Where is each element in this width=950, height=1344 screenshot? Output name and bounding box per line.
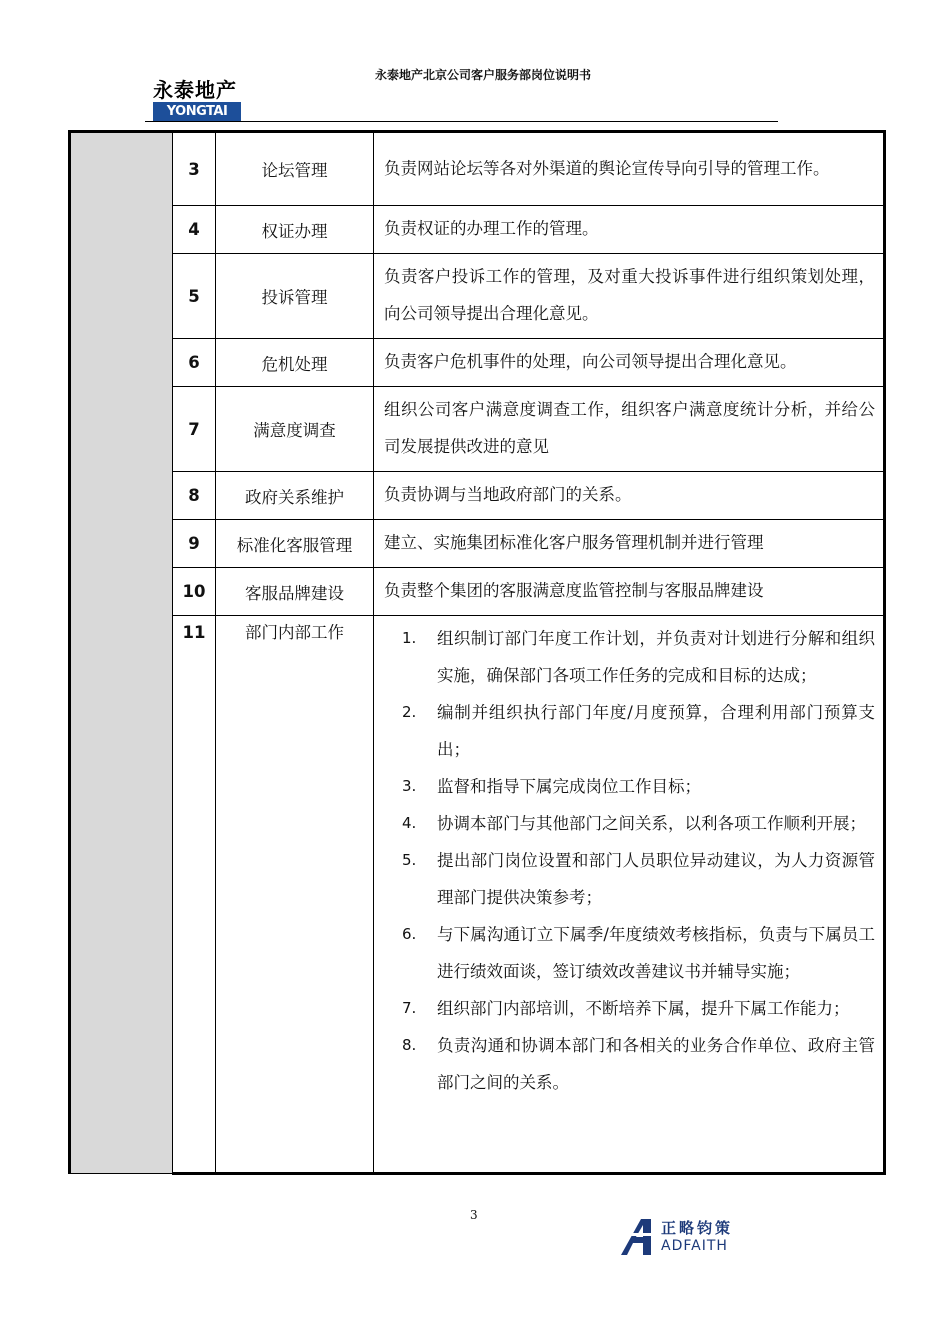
list-text: 编制并组织执行部门年度/月度预算，合理利用部门预算支出； <box>437 703 875 759</box>
table-row <box>70 616 885 1174</box>
header-divider <box>145 121 778 122</box>
row-number: 5 <box>173 254 216 339</box>
row-description: 组织公司客户满意度调查工作，组织客户满意度统计分析，并给公司发展提供改进的意见 <box>374 387 885 472</box>
list-number: 2. <box>402 703 417 721</box>
row-number: 10 <box>173 568 216 616</box>
list-number: 6. <box>402 925 417 943</box>
list-text: 与下属沟通订立下属季/年度绩效考核指标，负责与下属员工进行绩效面谈，签订绩效改善建议书并辅导实施； <box>437 925 875 981</box>
row-description: 负责客户危机事件的处理，向公司领导提出合理化意见。 <box>374 339 885 387</box>
list-item <box>384 768 875 805</box>
list-number: 1. <box>402 629 417 647</box>
list-text: 组织部门内部培训，不断培养下属，提升下属工作能力； <box>437 999 850 1018</box>
table-row <box>70 520 885 568</box>
duty-list <box>384 620 875 1101</box>
adfaith-english-name: ADFAITH <box>661 1238 728 1254</box>
list-text: 协调本部门与其他部门之间关系，以利各项工作顺利开展； <box>437 814 866 833</box>
row-number: 11 <box>173 616 216 1174</box>
logo-chinese-text: 永泰地产 <box>153 78 241 102</box>
list-number: 3. <box>402 777 417 795</box>
table-row <box>70 472 885 520</box>
yongtai-logo <box>153 78 241 122</box>
list-text: 组织制订部门年度工作计划，并负责对计划进行分解和组织实施，确保部门各项工作任务的完成和目标的达成； <box>437 629 875 685</box>
list-item <box>384 1027 875 1101</box>
list-number: 5. <box>402 851 417 869</box>
table-row <box>70 568 885 616</box>
row-item: 客服品牌建设 <box>216 568 374 616</box>
responsibilities-table <box>68 130 886 1175</box>
row-number: 4 <box>173 206 216 254</box>
list-item <box>384 620 875 694</box>
list-text: 监督和指导下属完成岗位工作目标； <box>437 777 701 796</box>
list-item <box>384 842 875 916</box>
list-item <box>384 694 875 768</box>
row-item: 权证办理 <box>216 206 374 254</box>
row-item: 论坛管理 <box>216 132 374 206</box>
row-description-list <box>374 616 885 1174</box>
shaded-label-column <box>70 132 173 1174</box>
page-number: 3 <box>470 1208 478 1222</box>
table-row <box>70 132 885 206</box>
row-number: 9 <box>173 520 216 568</box>
adfaith-chinese-name: 正略钧策 <box>661 1219 734 1237</box>
list-item <box>384 916 875 990</box>
document-header-title: 永泰地产北京公司客户服务部岗位说明书 <box>375 68 592 82</box>
row-description: 建立、实施集团标准化客户服务管理机制并进行管理 <box>374 520 885 568</box>
list-item <box>384 805 875 842</box>
row-description: 负责网站论坛等各对外渠道的舆论宣传导向引导的管理工作。 <box>374 132 885 206</box>
row-number: 3 <box>173 132 216 206</box>
logo-english-text: YONGTAI <box>153 102 241 122</box>
row-description: 负责客户投诉工作的管理，及对重大投诉事件进行组织策划处理，向公司领导提出合理化意见。 <box>374 254 885 339</box>
row-description: 负责权证的办理工作的管理。 <box>374 206 885 254</box>
list-text: 负责沟通和协调本部门和各相关的业务合作单位、政府主管部门之间的关系。 <box>437 1036 875 1092</box>
row-item: 部门内部工作 <box>216 616 374 1174</box>
table-row <box>70 339 885 387</box>
row-item: 满意度调查 <box>216 387 374 472</box>
row-description: 负责整个集团的客服满意度监管控制与客服品牌建设 <box>374 568 885 616</box>
list-item <box>384 990 875 1027</box>
row-number: 8 <box>173 472 216 520</box>
row-item: 危机处理 <box>216 339 374 387</box>
list-number: 4. <box>402 814 417 832</box>
row-description: 负责协调与当地政府部门的关系。 <box>374 472 885 520</box>
row-item: 投诉管理 <box>216 254 374 339</box>
table-row <box>70 387 885 472</box>
list-number: 8. <box>402 1036 417 1054</box>
list-text: 提出部门岗位设置和部门人员职位异动建议，为人力资源管理部门提供决策参考； <box>437 851 875 907</box>
row-item: 政府关系维护 <box>216 472 374 520</box>
adfaith-logo <box>619 1217 749 1257</box>
row-number: 7 <box>173 387 216 472</box>
row-item: 标准化客服管理 <box>216 520 374 568</box>
adfaith-mark-icon <box>619 1217 659 1257</box>
row-number: 6 <box>173 339 216 387</box>
list-number: 7. <box>402 999 417 1017</box>
table-row <box>70 206 885 254</box>
table-row <box>70 254 885 339</box>
